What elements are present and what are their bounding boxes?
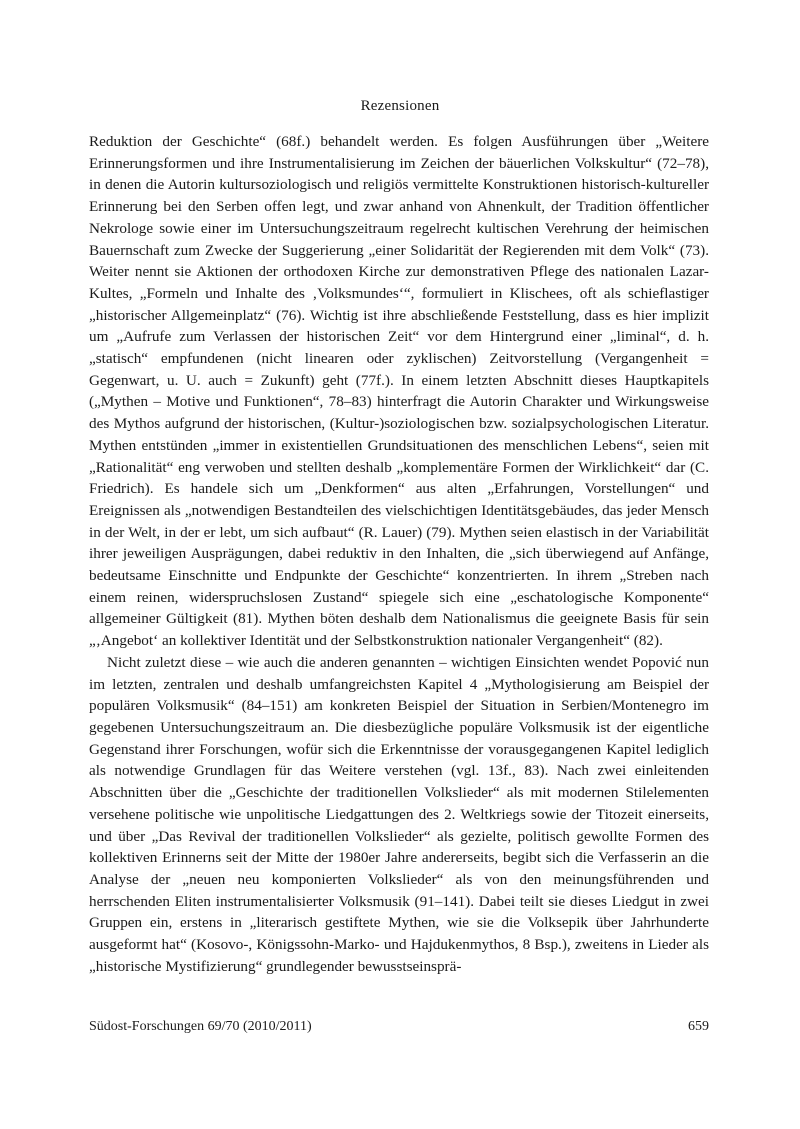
page-number: 659 <box>688 1019 709 1034</box>
running-head: Rezensionen <box>360 98 440 114</box>
body-text <box>89 131 709 977</box>
journal-citation: Südost-Forschungen 69/70 (2010/2011) <box>89 1019 312 1034</box>
page-footer <box>89 1019 709 1035</box>
paragraph-1: Reduktion der Geschichte“ (68f.) behandelt werden. Es folgen Ausführungen über „Weitere Erinnerungsformen und ihre Instrumentalisierung im Zeichen der bäuerlichen Volkskultur“ (72–78), in denen die Autorin kultursoziologisch und religiös vermittelte Konstruktionen historisch-kultureller Erinnerung bei den Serben offen legt, und zwar anhand von Ahnenkult, der Tradition öffentlicher Nekrologe sowie einer im Untersuchungszeitraum regelrecht kultischen Verehrung der heimischen Bauernschaft zum Zwecke der Suggerierung „einer Solidarität der Regierenden mit dem Volk“ (73). Weiter nennt sie Aktionen der orthodoxen Kirche zur demonstrativen Pflege des nationalen Lazar-Kultes, „Formeln und Inhalte des ‚Volksmundes‘“, formuliert in Klischees, oft als schieflastiger „historischer Allgemeinplatz“ (76). Wichtig ist ihre abschließende Feststellung, dass es hier implizit um „Aufrufe zum Verlassen der historischen Zeit“ vor dem Hintergrund einer „liminal“, d. h. „statisch“ empfundenen (nicht linearen oder zyklischen) Zeitvorstellung (Vergangenheit = Gegenwart, u. U. auch = Zukunft) geht (77f.). In einem letzten Abschnitt dieses Hauptkapitels („Mythen – Motive und Funktionen“, 78–83) hinterfragt die Autorin Charakter und Wirkungsweise des Mythos aufgrund der historischen, (Kultur-)soziologischen bzw. sozialpsychologischen Literatur. Mythen entstünden „immer in existentiellen Grundsituationen des menschlichen Lebens“, seien mit „Rationalität“ eng verwoben und stellten deshalb „komplementäre Formen der Wirklichkeit“ dar (C. Friedrich). Es handele sich um „Denkformen“ aus alten „Erfahrungen, Vorstellungen“ und Ereignissen als „notwendigen Bestandteilen des vielschichtigen Identitätsgebäudes, das jeder Mensch in der Welt, in der er lebt, um sich aufbaut“ (R. Lauer) (79). Mythen seien elastisch in der Variabilität ihrer jeweiligen Ausprägungen, dabei reduktiv in den Inhalten, die „sich überwiegend auf Anfänge, bedeutsame Einschnitte und Endpunkte der Geschichte“ konzentrierten. In ihrem „Streben nach einem reinen, widerspruchslosen Zustand“ spiegele sich eine „eschatologische Komponente“ allgemeiner Gültigkeit (81). Mythen böten deshalb dem Nationalismus die geeignete Basis für sein „‚Angebot‘ an kollektiver Identität und der Selbstkonstruktion nationaler Vergangenheit“ (82). <box>89 133 709 650</box>
paragraph-2: Nicht zuletzt diese – wie auch die anderen genannten – wichtigen Einsichten wendet Popović nun im letzten, zentralen und deshalb umfangreichsten Kapitel 4 „Mythologisierung am Beispiel der populären Volksmusik“ (84–151) am konkreten Beispiel der Situation in Serbien/Montenegro im gegebenen Untersuchungszeitraum an. Die diesbezügliche populäre Volksmusik ist der eigentliche Gegenstand ihrer Forschungen, wofür sich die Erkenntnisse der vorausgegangenen Kapitel lediglich als notwendige Grundlagen für das Weitere verstehen (vgl. 13f., 83). Nach zwei einleitenden Abschnitten über die „Geschichte der traditionellen Volkslieder“ als mit modernen Stilelementen versehene politische wie unpolitische Liedgattungen des 2. Weltkriegs sowie der Titozeit einerseits, und über „Das Revival der traditionellen Volkslieder“ als gezielte, politisch gewollte Formen des kollektiven Erinnerns seit der Mitte der 1980er Jahre andererseits, begibt sich die Verfasserin an die Analyse der „neuen neu komponierten Volkslieder“ als von den meinungsführenden und herrschenden Eliten instrumentalisierter Volksmusik (91–141). Dabei teilt sie dieses Liedgut in zwei Gruppen ein, erstens in „literarisch gestiftete Mythen, wie sie die Volksepik über Jahrhunderte ausgeformt hat“ (Kosovo-, Königssohn-Marko- und Hajdukenmythos, 8 Bsp.), zweitens in Lieder als „historische Mystifizierung“ grundlegender bewusstseinsprä- <box>89 653 709 975</box>
